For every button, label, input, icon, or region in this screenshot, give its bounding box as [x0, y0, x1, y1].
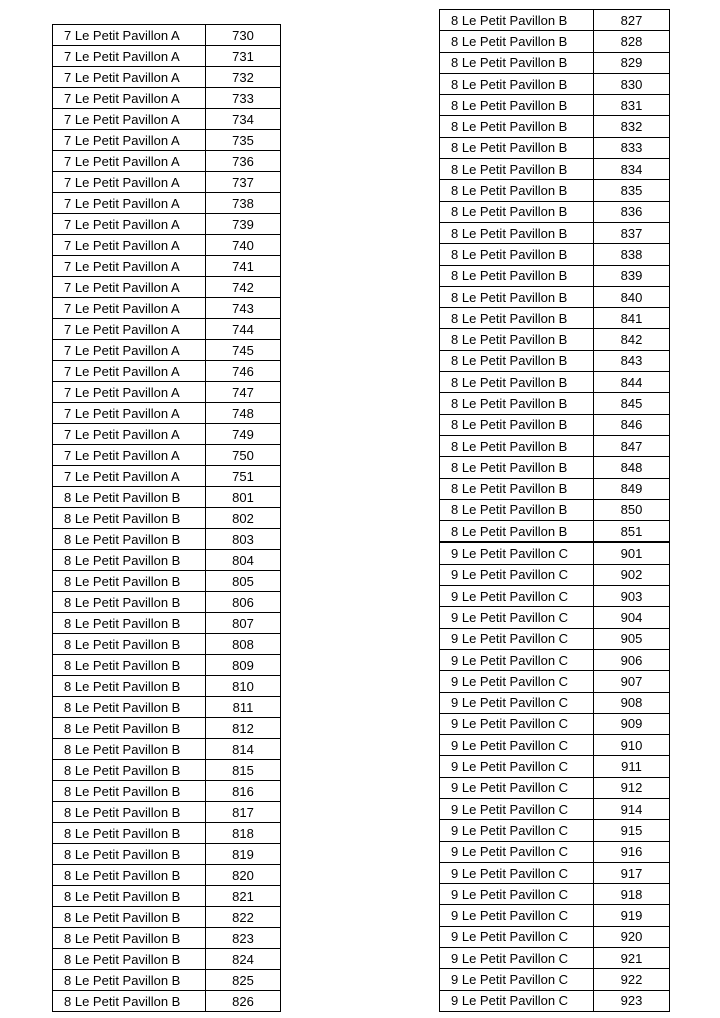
- table-row: [440, 116, 670, 137]
- unit-number-cell: 738: [206, 193, 281, 214]
- unit-number-cell: 850: [594, 499, 670, 520]
- building-name-cell: 8 Le Petit Pavillon B: [440, 372, 594, 393]
- table-row: [440, 969, 670, 990]
- unit-number-cell: 922: [594, 969, 670, 990]
- table-row: [53, 361, 281, 382]
- unit-number-cell: 839: [594, 265, 670, 286]
- building-name-cell: 8 Le Petit Pavillon B: [440, 499, 594, 520]
- table-row: [440, 735, 670, 756]
- unit-number-cell: 820: [206, 865, 281, 886]
- table-row: [53, 655, 281, 676]
- building-name-cell: 7 Le Petit Pavillon A: [53, 361, 206, 382]
- unit-number-cell: 731: [206, 46, 281, 67]
- building-name-cell: 7 Le Petit Pavillon A: [53, 298, 206, 319]
- unit-number-cell: 831: [594, 95, 670, 116]
- building-name-cell: 8 Le Petit Pavillon B: [53, 991, 206, 1012]
- building-name-cell: 8 Le Petit Pavillon B: [440, 435, 594, 456]
- building-name-cell: 7 Le Petit Pavillon A: [53, 235, 206, 256]
- table-row: [53, 382, 281, 403]
- building-name-cell: 9 Le Petit Pavillon C: [440, 926, 594, 947]
- table-row: [53, 991, 281, 1012]
- table-row: [53, 466, 281, 487]
- table-row: [440, 692, 670, 713]
- unit-number-cell: 746: [206, 361, 281, 382]
- right-table-body: [440, 10, 670, 1012]
- table-row: [53, 781, 281, 802]
- table-row: [53, 256, 281, 277]
- building-name-cell: 7 Le Petit Pavillon A: [53, 46, 206, 67]
- building-name-cell: 7 Le Petit Pavillon A: [53, 340, 206, 361]
- unit-number-cell: 805: [206, 571, 281, 592]
- building-name-cell: 7 Le Petit Pavillon A: [53, 172, 206, 193]
- unit-number-cell: 736: [206, 151, 281, 172]
- unit-number-cell: 908: [594, 692, 670, 713]
- unit-number-cell: 822: [206, 907, 281, 928]
- table-row: [53, 88, 281, 109]
- unit-number-cell: 836: [594, 201, 670, 222]
- unit-number-cell: 811: [206, 697, 281, 718]
- table-row: [53, 844, 281, 865]
- unit-number-cell: 921: [594, 948, 670, 969]
- building-name-cell: 9 Le Petit Pavillon C: [440, 756, 594, 777]
- table-row: [440, 862, 670, 883]
- table-row: [440, 308, 670, 329]
- table-row: [440, 414, 670, 435]
- unit-number-cell: 801: [206, 487, 281, 508]
- unit-number-cell: 740: [206, 235, 281, 256]
- building-name-cell: 9 Le Petit Pavillon C: [440, 777, 594, 798]
- unit-number-cell: 750: [206, 445, 281, 466]
- table-row: [440, 244, 670, 265]
- table-row: [440, 180, 670, 201]
- table-row: [440, 649, 670, 670]
- table-row: [53, 676, 281, 697]
- unit-number-cell: 848: [594, 457, 670, 478]
- table-row: [53, 193, 281, 214]
- unit-number-cell: 923: [594, 990, 670, 1011]
- table-row: [53, 130, 281, 151]
- table-row: [440, 564, 670, 585]
- table-row: [53, 172, 281, 193]
- building-name-cell: 8 Le Petit Pavillon B: [440, 457, 594, 478]
- unit-number-cell: 901: [594, 542, 670, 564]
- building-name-cell: 8 Le Petit Pavillon B: [440, 95, 594, 116]
- table-row: [53, 277, 281, 298]
- unit-number-cell: 906: [594, 649, 670, 670]
- unit-number-cell: 733: [206, 88, 281, 109]
- table-row: [440, 607, 670, 628]
- table-row: [53, 214, 281, 235]
- building-name-cell: 8 Le Petit Pavillon B: [440, 329, 594, 350]
- building-name-cell: 8 Le Petit Pavillon B: [440, 478, 594, 499]
- building-name-cell: 8 Le Petit Pavillon B: [440, 414, 594, 435]
- unit-number-cell: 911: [594, 756, 670, 777]
- building-name-cell: 7 Le Petit Pavillon A: [53, 151, 206, 172]
- building-name-cell: 8 Le Petit Pavillon B: [440, 393, 594, 414]
- unit-number-cell: 741: [206, 256, 281, 277]
- unit-number-cell: 907: [594, 671, 670, 692]
- unit-number-cell: 838: [594, 244, 670, 265]
- building-name-cell: 9 Le Petit Pavillon C: [440, 542, 594, 564]
- table-row: [440, 201, 670, 222]
- table-row: [440, 350, 670, 371]
- unit-number-cell: 804: [206, 550, 281, 571]
- unit-number-cell: 824: [206, 949, 281, 970]
- table-row: [53, 760, 281, 781]
- building-name-cell: 8 Le Petit Pavillon B: [440, 521, 594, 543]
- building-name-cell: 8 Le Petit Pavillon B: [440, 265, 594, 286]
- unit-number-cell: 830: [594, 73, 670, 94]
- table-row: [53, 67, 281, 88]
- unit-number-cell: 910: [594, 735, 670, 756]
- building-name-cell: 7 Le Petit Pavillon A: [53, 466, 206, 487]
- table-row: [440, 756, 670, 777]
- building-name-cell: 7 Le Petit Pavillon A: [53, 193, 206, 214]
- unit-number-cell: 916: [594, 841, 670, 862]
- unit-number-cell: 739: [206, 214, 281, 235]
- unit-number-cell: 912: [594, 777, 670, 798]
- table-row: [440, 457, 670, 478]
- table-row: [440, 884, 670, 905]
- table-row: [440, 31, 670, 52]
- unit-number-cell: 827: [594, 10, 670, 31]
- table-row: [53, 718, 281, 739]
- unit-number-cell: 847: [594, 435, 670, 456]
- table-row: [53, 592, 281, 613]
- unit-number-cell: 915: [594, 820, 670, 841]
- unit-number-cell: 845: [594, 393, 670, 414]
- building-name-cell: 9 Le Petit Pavillon C: [440, 692, 594, 713]
- table-row: [53, 550, 281, 571]
- building-name-cell: 8 Le Petit Pavillon B: [440, 159, 594, 180]
- building-name-cell: 8 Le Petit Pavillon B: [53, 655, 206, 676]
- building-name-cell: 9 Le Petit Pavillon C: [440, 990, 594, 1011]
- table-row: [53, 571, 281, 592]
- unit-number-cell: 812: [206, 718, 281, 739]
- building-name-cell: 8 Le Petit Pavillon B: [440, 286, 594, 307]
- unit-number-cell: 808: [206, 634, 281, 655]
- unit-number-cell: 734: [206, 109, 281, 130]
- table-row: [53, 235, 281, 256]
- unit-number-cell: 818: [206, 823, 281, 844]
- building-name-cell: 9 Le Petit Pavillon C: [440, 607, 594, 628]
- table-row: [440, 372, 670, 393]
- table-row: [440, 286, 670, 307]
- table-row: [440, 990, 670, 1011]
- unit-number-cell: 841: [594, 308, 670, 329]
- table-row: [440, 95, 670, 116]
- building-name-cell: 8 Le Petit Pavillon B: [440, 73, 594, 94]
- building-name-cell: 8 Le Petit Pavillon B: [440, 222, 594, 243]
- table-row: [53, 109, 281, 130]
- table-row: [53, 907, 281, 928]
- table-row: [440, 798, 670, 819]
- table-row: [53, 487, 281, 508]
- unit-number-cell: 840: [594, 286, 670, 307]
- building-name-cell: 9 Le Petit Pavillon C: [440, 969, 594, 990]
- unit-number-cell: 829: [594, 52, 670, 73]
- building-name-cell: 9 Le Petit Pavillon C: [440, 905, 594, 926]
- table-row: [53, 340, 281, 361]
- table-row: [53, 46, 281, 67]
- left-table-body: [53, 25, 281, 1012]
- building-name-cell: 8 Le Petit Pavillon B: [53, 781, 206, 802]
- building-name-cell: 9 Le Petit Pavillon C: [440, 948, 594, 969]
- building-name-cell: 9 Le Petit Pavillon C: [440, 564, 594, 585]
- building-name-cell: 7 Le Petit Pavillon A: [53, 382, 206, 403]
- table-row: [440, 926, 670, 947]
- table-row: [53, 298, 281, 319]
- table-row: [440, 393, 670, 414]
- unit-number-cell: 751: [206, 466, 281, 487]
- building-name-cell: 7 Le Petit Pavillon A: [53, 130, 206, 151]
- table-row: [440, 820, 670, 841]
- unit-number-cell: 904: [594, 607, 670, 628]
- unit-number-cell: 742: [206, 277, 281, 298]
- building-name-cell: 8 Le Petit Pavillon B: [440, 31, 594, 52]
- unit-number-cell: 815: [206, 760, 281, 781]
- unit-number-cell: 835: [594, 180, 670, 201]
- unit-number-cell: 823: [206, 928, 281, 949]
- table-row: [53, 823, 281, 844]
- unit-number-cell: 846: [594, 414, 670, 435]
- building-name-cell: 8 Le Petit Pavillon B: [53, 613, 206, 634]
- building-name-cell: 8 Le Petit Pavillon B: [440, 116, 594, 137]
- unit-number-cell: 809: [206, 655, 281, 676]
- building-name-cell: 8 Le Petit Pavillon B: [53, 928, 206, 949]
- unit-number-cell: 743: [206, 298, 281, 319]
- building-name-cell: 9 Le Petit Pavillon C: [440, 798, 594, 819]
- table-row: [53, 529, 281, 550]
- table-row: [440, 841, 670, 862]
- table-row: [53, 634, 281, 655]
- building-name-cell: 8 Le Petit Pavillon B: [440, 137, 594, 158]
- building-name-cell: 7 Le Petit Pavillon A: [53, 109, 206, 130]
- unit-number-cell: 816: [206, 781, 281, 802]
- table-row: [440, 499, 670, 520]
- unit-number-cell: 914: [594, 798, 670, 819]
- unit-number-cell: 909: [594, 713, 670, 734]
- building-name-cell: 8 Le Petit Pavillon B: [53, 550, 206, 571]
- building-name-cell: 8 Le Petit Pavillon B: [53, 970, 206, 991]
- building-name-cell: 8 Le Petit Pavillon B: [53, 739, 206, 760]
- unit-number-cell: 842: [594, 329, 670, 350]
- table-row: [440, 159, 670, 180]
- table-row: [440, 542, 670, 564]
- unit-number-cell: 851: [594, 521, 670, 543]
- table-row: [53, 697, 281, 718]
- unit-number-cell: 844: [594, 372, 670, 393]
- building-name-cell: 9 Le Petit Pavillon C: [440, 884, 594, 905]
- building-name-cell: 8 Le Petit Pavillon B: [440, 244, 594, 265]
- unit-number-cell: 837: [594, 222, 670, 243]
- building-name-cell: 7 Le Petit Pavillon A: [53, 277, 206, 298]
- unit-number-cell: 825: [206, 970, 281, 991]
- building-name-cell: 8 Le Petit Pavillon B: [53, 508, 206, 529]
- building-name-cell: 9 Le Petit Pavillon C: [440, 735, 594, 756]
- building-name-cell: 7 Le Petit Pavillon A: [53, 25, 206, 46]
- unit-number-cell: 735: [206, 130, 281, 151]
- table-row: [53, 886, 281, 907]
- table-row: [53, 508, 281, 529]
- table-row: [53, 403, 281, 424]
- unit-number-cell: 905: [594, 628, 670, 649]
- unit-number-cell: 749: [206, 424, 281, 445]
- table-row: [53, 739, 281, 760]
- building-name-cell: 8 Le Petit Pavillon B: [53, 760, 206, 781]
- table-row: [440, 586, 670, 607]
- table-row: [440, 628, 670, 649]
- building-name-cell: 8 Le Petit Pavillon B: [440, 201, 594, 222]
- table-row: [440, 10, 670, 31]
- unit-number-cell: 730: [206, 25, 281, 46]
- building-name-cell: 8 Le Petit Pavillon B: [53, 844, 206, 865]
- unit-number-cell: 745: [206, 340, 281, 361]
- building-name-cell: 8 Le Petit Pavillon B: [53, 718, 206, 739]
- unit-number-cell: 828: [594, 31, 670, 52]
- building-name-cell: 7 Le Petit Pavillon A: [53, 403, 206, 424]
- building-name-cell: 8 Le Petit Pavillon B: [440, 10, 594, 31]
- building-name-cell: 7 Le Petit Pavillon A: [53, 67, 206, 88]
- building-name-cell: 8 Le Petit Pavillon B: [53, 676, 206, 697]
- building-name-cell: 8 Le Petit Pavillon B: [53, 907, 206, 928]
- unit-number-cell: 732: [206, 67, 281, 88]
- unit-number-cell: 902: [594, 564, 670, 585]
- table-row: [440, 137, 670, 158]
- unit-number-cell: 834: [594, 159, 670, 180]
- building-name-cell: 8 Le Petit Pavillon B: [53, 529, 206, 550]
- table-row: [53, 445, 281, 466]
- unit-number-cell: 826: [206, 991, 281, 1012]
- table-row: [53, 802, 281, 823]
- table-row: [53, 949, 281, 970]
- unit-number-cell: 817: [206, 802, 281, 823]
- table-row: [440, 222, 670, 243]
- building-name-cell: 8 Le Petit Pavillon B: [53, 634, 206, 655]
- building-name-cell: 7 Le Petit Pavillon A: [53, 256, 206, 277]
- table-row: [440, 948, 670, 969]
- table-row: [53, 613, 281, 634]
- table-row: [53, 25, 281, 46]
- table-row: [440, 713, 670, 734]
- building-name-cell: 8 Le Petit Pavillon B: [440, 180, 594, 201]
- building-name-cell: 8 Le Petit Pavillon B: [53, 886, 206, 907]
- building-name-cell: 9 Le Petit Pavillon C: [440, 841, 594, 862]
- building-name-cell: 8 Le Petit Pavillon B: [53, 592, 206, 613]
- table-row: [440, 73, 670, 94]
- unit-number-cell: 807: [206, 613, 281, 634]
- building-name-cell: 7 Le Petit Pavillon A: [53, 214, 206, 235]
- right-table: [439, 9, 670, 1012]
- unit-number-cell: 833: [594, 137, 670, 158]
- building-name-cell: 9 Le Petit Pavillon C: [440, 671, 594, 692]
- building-name-cell: 8 Le Petit Pavillon B: [53, 865, 206, 886]
- table-row: [440, 777, 670, 798]
- building-name-cell: 8 Le Petit Pavillon B: [53, 571, 206, 592]
- unit-number-cell: 919: [594, 905, 670, 926]
- table-row: [53, 151, 281, 172]
- unit-number-cell: 747: [206, 382, 281, 403]
- unit-number-cell: 917: [594, 862, 670, 883]
- building-name-cell: 9 Le Petit Pavillon C: [440, 628, 594, 649]
- building-name-cell: 8 Le Petit Pavillon B: [440, 350, 594, 371]
- building-name-cell: 8 Le Petit Pavillon B: [53, 823, 206, 844]
- unit-number-cell: 737: [206, 172, 281, 193]
- unit-number-cell: 744: [206, 319, 281, 340]
- table-row: [440, 905, 670, 926]
- table-row: [440, 435, 670, 456]
- left-table: [52, 24, 281, 1012]
- table-row: [440, 671, 670, 692]
- building-name-cell: 7 Le Petit Pavillon A: [53, 445, 206, 466]
- building-name-cell: 8 Le Petit Pavillon B: [53, 949, 206, 970]
- unit-number-cell: 832: [594, 116, 670, 137]
- unit-number-cell: 903: [594, 586, 670, 607]
- building-name-cell: 9 Le Petit Pavillon C: [440, 862, 594, 883]
- table-row: [440, 265, 670, 286]
- table-row: [53, 928, 281, 949]
- table-row: [440, 52, 670, 73]
- table-row: [53, 865, 281, 886]
- unit-number-cell: 810: [206, 676, 281, 697]
- unit-number-cell: 802: [206, 508, 281, 529]
- building-name-cell: 7 Le Petit Pavillon A: [53, 319, 206, 340]
- building-name-cell: 9 Le Petit Pavillon C: [440, 713, 594, 734]
- unit-number-cell: 821: [206, 886, 281, 907]
- building-name-cell: 7 Le Petit Pavillon A: [53, 424, 206, 445]
- unit-number-cell: 819: [206, 844, 281, 865]
- building-name-cell: 9 Le Petit Pavillon C: [440, 820, 594, 841]
- unit-number-cell: 748: [206, 403, 281, 424]
- building-name-cell: 8 Le Petit Pavillon B: [53, 487, 206, 508]
- building-name-cell: 9 Le Petit Pavillon C: [440, 586, 594, 607]
- building-name-cell: 8 Le Petit Pavillon B: [440, 52, 594, 73]
- building-name-cell: 9 Le Petit Pavillon C: [440, 649, 594, 670]
- unit-number-cell: 803: [206, 529, 281, 550]
- table-row: [53, 424, 281, 445]
- building-name-cell: 8 Le Petit Pavillon B: [53, 802, 206, 823]
- unit-number-cell: 849: [594, 478, 670, 499]
- table-row: [53, 319, 281, 340]
- building-name-cell: 8 Le Petit Pavillon B: [53, 697, 206, 718]
- unit-number-cell: 920: [594, 926, 670, 947]
- unit-number-cell: 806: [206, 592, 281, 613]
- table-row: [53, 970, 281, 991]
- table-row: [440, 329, 670, 350]
- table-row: [440, 521, 670, 543]
- unit-number-cell: 814: [206, 739, 281, 760]
- building-name-cell: 7 Le Petit Pavillon A: [53, 88, 206, 109]
- building-name-cell: 8 Le Petit Pavillon B: [440, 308, 594, 329]
- unit-number-cell: 918: [594, 884, 670, 905]
- unit-number-cell: 843: [594, 350, 670, 371]
- table-row: [440, 478, 670, 499]
